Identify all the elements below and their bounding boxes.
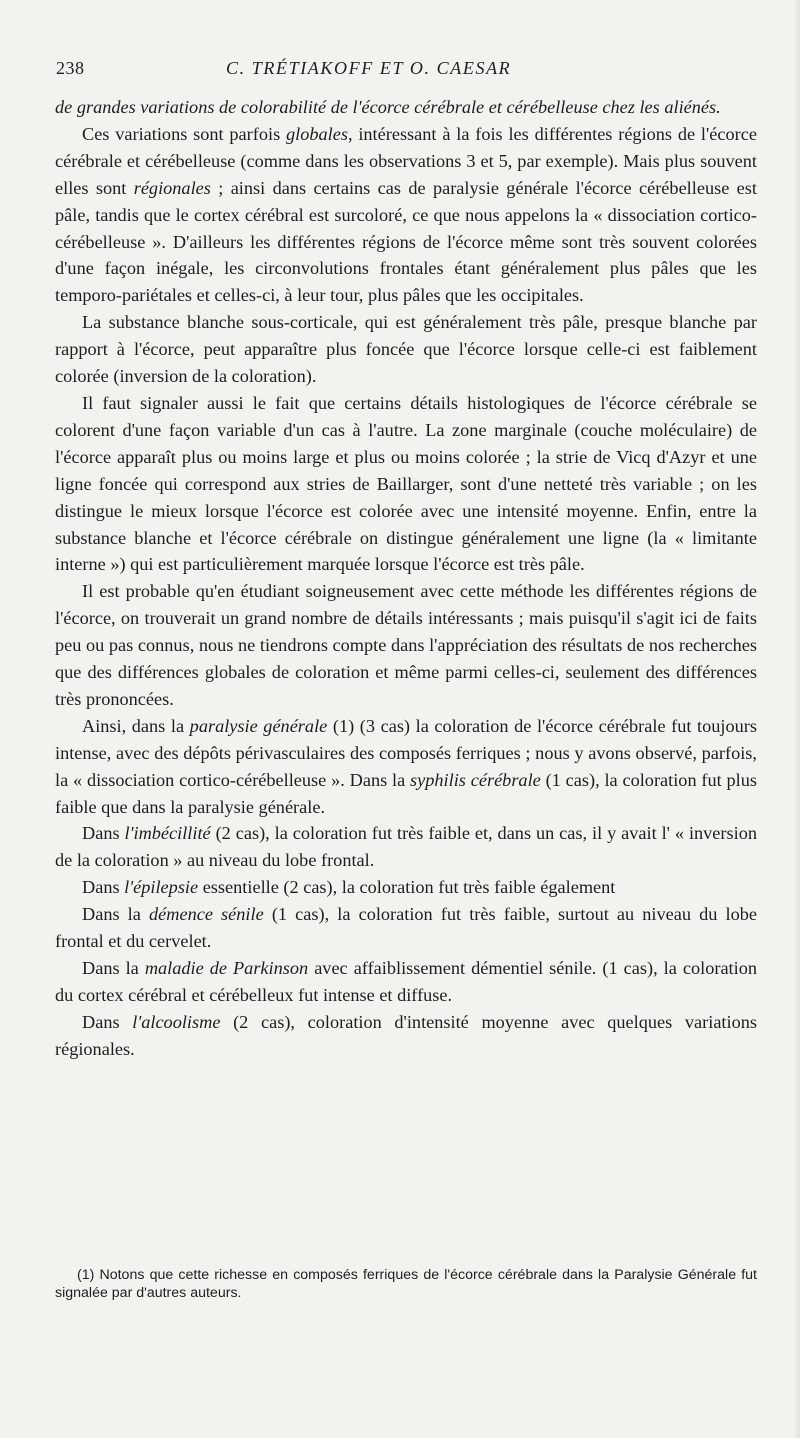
emphasis-parkinson: maladie de Parkinson [144, 958, 309, 978]
text-run: Dans [82, 877, 125, 898]
paragraph-substance-blanche: La substance blanche sous-corticale, qui est généralement très pâle, presque blanche par rapport à l'écorce, peut apparaître plus foncée que l'écorce lorsque celle-ci est faiblement colorée (inversion de la coloration). [55, 312, 757, 387]
text-run: ; ainsi dans certains cas de paralysie générale l'écorce cérébelleuse est pâle, tandis que le cortex cérébral est surcoloré, ce que nous appelons la « dissociation cortico-cérébelleuse ». D'ailleurs les différentes régions de l'écorce même sont très souvent colorées d'une façon inégale, les circonvolutions frontales étant généralement plus pâles que les temporo-pariétales et celles-ci, à leur tour, plus pâles que les occipitales. [55, 177, 757, 306]
page-edge-shadow [794, 0, 800, 1438]
emphasis-syphilis-cerebrale: syphilis cérébrale [410, 769, 541, 790]
text-run: (1) (3 cas) la coloration de l'écorce cérébrale fut toujours intense, avec des dépôts périvasculaires des composés ferriques ; nous y avons observé, parfois, la « dissociation cortico-cérébelleuse ». Dans la [55, 715, 757, 790]
text-run: (2 cas), coloration d'intensité moyenne avec quelques variations régionales. [55, 1011, 757, 1059]
paragraph-details-histologiques: Il faut signaler aussi le fait que certains détails histologiques de l'écorce cérébrale se colorent d'une façon variable d'un cas à l'autre. La zone marginale (couche moléculaire) de l'écorce apparaît plus ou moins large et plus ou moins colorée ; la strie de Vicq d'Azyr et une ligne foncée qui correspond aux stries de Baillarger, sont d'une netteté très variable ; on les distingue le mieux lorsque l'écorce est colorée avec une intensité moyenne. Enfin, entre la substance blanche et l'écorce cérébrale on distingue généralement une ligne (la « limitante interne ») qui est particulièrement marquée lorsque l'écorce est très pâle. [55, 392, 757, 575]
text-run: Dans la [82, 904, 149, 925]
text-run: Dans [82, 823, 125, 844]
emphasis-epilepsie: l'épilepsie [124, 877, 199, 898]
emphasis-alcoolisme: l'alcoolisme [132, 1011, 221, 1032]
paragraph-parkinson [55, 955, 757, 1009]
page-header [56, 58, 756, 88]
text-run: (1 cas), la coloration fut plus faible que dans la paralysie générale. [55, 769, 758, 817]
text-run: Ainsi, dans la [82, 715, 190, 736]
emphasis-demence-senile: démence sénile [149, 904, 264, 925]
paragraph-etude: Il est probable qu'en étudiant soigneusement avec cette méthode les différentes régions de l'écorce, on trouverait un grand nombre de détails intéressants ; mais puisqu'il s'agit ici de faits peu ou pas connus, nous ne tiendrons compte dans l'appréciation des résultats de nos recherches que des différences globales de coloration et même parmi celles-ci, seulement des différences très prononcées. [55, 581, 757, 709]
text-run: (1 cas), la coloration fut très faible, surtout au niveau du lobe frontal et du cervelet. [55, 904, 758, 952]
body-text [55, 94, 757, 1063]
continued-sentence: de grandes variations de colorabilité de l'écorce cérébrale et cérébelleuse chez les aliénés. [55, 97, 721, 117]
paragraph-demence-senile [55, 901, 757, 955]
text-run: Dans [82, 1011, 133, 1032]
text-run: Ces variations sont parfois [82, 123, 286, 144]
emphasis-regionales: régionales [133, 177, 211, 198]
text-run: essentielle (2 cas), la coloration fut très faible également [198, 877, 616, 898]
paragraph-epilepsie [55, 874, 757, 901]
text-run: avec affaiblissement démentiel sénile. (1 cas), la coloration du cortex cérébral et cérébelleux fut intense et diffuse. [55, 958, 757, 1005]
paragraph-variations [55, 121, 757, 309]
paragraph-alcoolisme [55, 1009, 757, 1063]
emphasis-imbecillite: l'imbécillité [124, 823, 211, 844]
emphasis-globales: globales [286, 123, 348, 144]
page-number: 238 [56, 58, 85, 78]
paragraph-paralysie-generale [55, 713, 757, 821]
text-run: (2 cas), la coloration fut très faible et, dans un cas, il y avait l' « inversion de la coloration » au niveau du lobe frontal. [55, 823, 757, 871]
paragraph-imbecillite [55, 820, 757, 874]
text-run: Dans la [82, 958, 145, 978]
text-run: , intéressant à la fois les différentes régions de l'écorce cérébrale et cérébelleuse (comme dans les observations 3 et 5, par exemple). Mais plus souvent elles sont [55, 123, 757, 198]
footnote: (1) Notons que cette richesse en composés ferriques de l'écorce cérébrale dans la Paralysie Générale fut signalée par d'autres auteurs. [55, 1267, 757, 1301]
running-head: C. TRÉTIAKOFF ET O. CAESAR [226, 58, 512, 78]
emphasis-paralysie-generale: paralysie générale [189, 715, 328, 736]
